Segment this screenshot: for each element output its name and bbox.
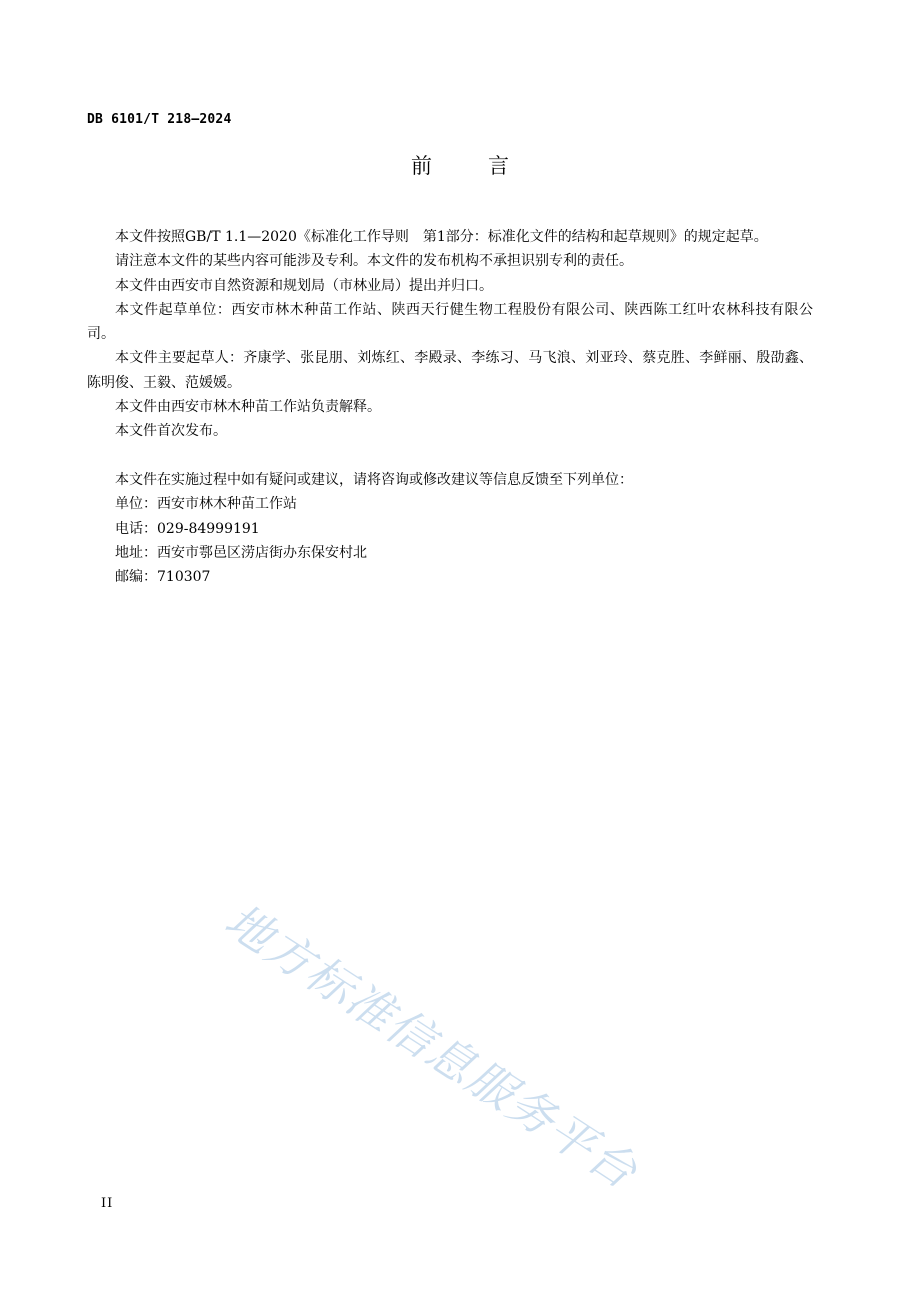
feedback-unit: 单位：西安市林木种苗工作站 — [115, 496, 297, 513]
feedback-postcode: 邮编：710307 — [115, 569, 211, 586]
watermark: 地方标准信息服务平台 — [215, 892, 648, 1200]
document-code: DB 6101/T 218—2024 — [87, 112, 232, 127]
feedback-phone: 电话：029-84999191 — [115, 520, 260, 537]
paragraph-patent-notice: 请注意本文件的某些内容可能涉及专利。本文件的发布机构不承担识别专利的责任。 — [115, 253, 633, 270]
foreword-body — [87, 225, 813, 589]
paragraph-feedback-intro: 本文件在实施过程中如有疑问或建议，请将咨询或修改建议等信息反馈至下列单位： — [115, 471, 633, 488]
paragraph-gap — [87, 444, 813, 468]
feedback-address: 地址：西安市鄠邑区涝店街办东保安村北 — [115, 544, 367, 561]
paragraph-drafting-rules: 本文件按照GB/T 1.1—2020《标准化工作导则 第1部分：标准化文件的结构和起草规则》的规定起草。 — [115, 229, 768, 245]
paragraph-drafters: 本文件主要起草人：齐康学、张昆朋、刘炼红、李殿录、李练习、马飞浪、刘亚玲、蔡克胜、李鲜丽、殷劭鑫、陈明俊、王毅、范媛媛。 — [87, 350, 813, 391]
paragraph-drafting-units: 本文件起草单位：西安市林木种苗工作站、陕西天行健生物工程股份有限公司、陕西陈工红叶农林科技有限公司。 — [87, 301, 813, 343]
page-number: II — [101, 1196, 114, 1211]
paragraph-proposed-by: 本文件由西安市自然资源和规划局（市林业局）提出并归口。 — [115, 277, 493, 294]
page-title-char-2: 言 — [488, 154, 509, 178]
paragraph-interpretation: 本文件由西安市林木种苗工作站负责解释。 — [115, 399, 381, 416]
page-title-char-1: 前 — [411, 154, 432, 178]
page-title — [0, 150, 920, 180]
paragraph-first-release: 本文件首次发布。 — [115, 423, 227, 440]
